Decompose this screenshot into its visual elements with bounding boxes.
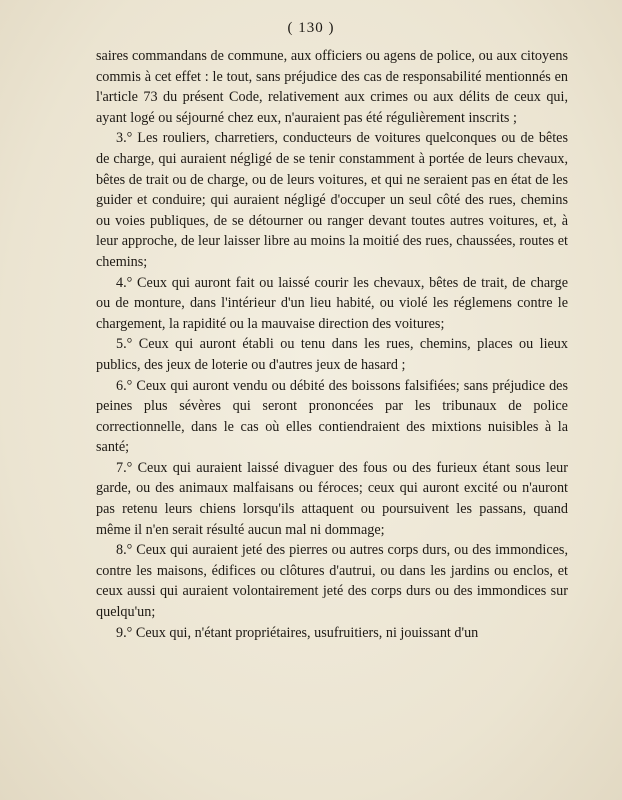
paragraph-item-4: 4.° Ceux qui auront fait ou laissé courir les chevaux, bêtes de trait, de charge ou de monture, dans l'intérieur d'un lieu habité, ou violé les réglemens contre le chargement, la rapidité ou la mauvaise direction des voitures; <box>96 274 568 332</box>
paragraph-continuation: saires commandans de commune, aux officiers ou agens de police, ou aux citoyens commis à cet effet : le tout, sans préjudice des cas de responsabilité mentionnés en l'article 73 du présent Code, relativement aux crimes ou aux délits de ceux qui, ayant logé ou séjourné chez eux, n'auraient pas été régulièrement inscrits ; <box>96 48 568 126</box>
paragraph-item-8: 8.° Ceux qui auraient jeté des pierres ou autres corps durs, ou des immondices, contre les maisons, édifices ou clôtures d'autrui, ou dans les jardins ou enclos, et ceux aussi qui auraient volontairement jeté des corps durs ou des immondices sur quelqu'un; <box>96 542 568 621</box>
paragraph-item-7: 7.° Ceux qui auraient laissé divaguer des fous ou des furieux étant sous leur garde, ou des animaux malfaisans ou féroces; ceux qui auront excité ou n'auront pas retenu leurs chiens lorsqu'ils attaquent ou poursuivent les passans, quand même il n'en serait résulté aucun mal ni dommage; <box>96 459 568 538</box>
page-number: ( 130 ) <box>287 20 335 36</box>
paragraph-item-5: 5.° Ceux qui auront établi ou tenu dans les rues, chemins, places ou lieux publics, des jeux de loterie ou d'autres jeux de hasard ; <box>96 336 568 373</box>
paragraph-item-9: 9.° Ceux qui, n'étant propriétaires, usufruitiers, ni jouissant d'un <box>116 624 479 641</box>
paragraph-item-3: 3.° Les rouliers, charretiers, conducteurs de voitures quelconques ou de bêtes de charge, qui auraient négligé de se tenir constamment à portée de leurs chevaux, bêtes de trait ou de charge, ou de leurs voitures, et qui ne seraient pas en état de les guider et conduire; qui auraient négligé d'occuper un seul côté des rues, chemins ou voies publiques, de se détourner ou ranger devant toutes autres voitures, et, à leur approche, de leur laisser libre au moins la moitié des rues, chaussées, routes et chemins; <box>96 130 568 270</box>
paragraph-item-6: 6.° Ceux qui auront vendu ou débité des boissons falsifiées; sans préjudice des peines plus sévères qui seront prononcées par les tribunaux de police correctionnelle, dans le cas où elles contiendraient des mixtions nuisibles à la santé; <box>96 377 568 456</box>
body-text <box>96 46 568 643</box>
